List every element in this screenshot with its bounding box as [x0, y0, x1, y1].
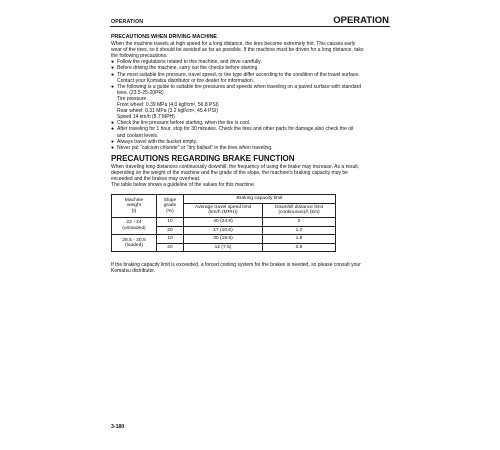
cell-distance: 2 [263, 217, 336, 226]
brake-after-line: Komatsu distributor. [111, 268, 156, 275]
bullet-icon: ● [111, 144, 115, 151]
list-item [111, 72, 390, 84]
cell-distance: 1.2 [263, 226, 336, 235]
brake-after-line: If the braking capacity limit is exceeded, a forced cooling system for the brakes is needed, so please consult your [111, 262, 361, 269]
list-item-text: Front wheel: 0.39 MPa (4.0 kgf/cm², 56.8 PSI) [117, 102, 219, 109]
list-item-text: After traveling for 1 hour, stop for 30 minutes. Check the tires and other parts for damage,also check the oil [117, 126, 354, 133]
page-number: 3-180 [111, 424, 125, 430]
bullet-icon: ● [111, 65, 115, 72]
brake-intro-line: exceeded and the brakes may overheat. [111, 175, 201, 182]
cell-distance: 1.8 [263, 235, 336, 244]
header-machine-weight: Machine weight (t) [112, 195, 157, 218]
brake-intro-line: The table below shows a guideline of the values for this machine. [111, 182, 256, 189]
cell-weight: 28.5 - 30.5 (loaded) [112, 235, 157, 252]
cell-speed: 12 (7.5) [184, 243, 263, 252]
braking-capacity-table [111, 194, 336, 252]
list-item-text: Tire pressure [117, 95, 147, 102]
bullet-icon: ● [111, 59, 115, 66]
header-divider [110, 26, 390, 27]
driving-intro-line: the following precautions. [111, 53, 168, 60]
list-item-text: Speed 14 km/h (8.7 MPH) [117, 114, 175, 121]
table-row [112, 235, 336, 244]
bullet-icon: ● [111, 126, 115, 133]
bullet-icon: ● [111, 120, 115, 127]
cell-slope: 20 [157, 226, 184, 235]
page-content [111, 34, 390, 275]
cell-weight: 22 - 24 (unloaded) [112, 217, 157, 234]
list-item-text: Rear wheel: 0.31 MPa (3.2 kgf/cm², 45.4 PSI) [117, 108, 218, 115]
brake-intro-line: When traveling long distances continuously downhill, the frequency of using the brake may increase. As a result, [111, 163, 360, 170]
list-item-text: Always travel with the bucket empty. [117, 138, 198, 145]
list-item-text: The most suitable tire pressure, travel speed, or tire type differ according to the condition of the travel surface. [117, 71, 360, 78]
list-item-text: tires. (23.5-25-20PR) [117, 89, 164, 96]
list-item-text: Follow the regulations related to this machine, and drive carefully. [117, 59, 262, 66]
header-speed-limit: Average travel speed limit (km/h (MPH)) [184, 203, 263, 217]
list-item [111, 145, 390, 151]
cell-slope: 10 [157, 217, 184, 226]
list-item-text: Never put "calcium chloride" or "dry ballast" in the tires when traveling. [117, 144, 273, 151]
brake-intro-line: depending on the weight of the machine and the grade of the slope, the machine's braking capacity may be [111, 169, 348, 176]
list-item-text: The following is a guide to suitable tire pressures and speeds when traveling on a paved surface with standard [117, 83, 362, 90]
cell-distance: 0.6 [263, 243, 336, 252]
cell-slope: 20 [157, 243, 184, 252]
header-distance-limit: Downhill distance limit (continuous)Å (km) [263, 203, 336, 217]
cell-speed: 40 (24.9) [184, 217, 263, 226]
list-item-text: Before driving the machine, carry out the checks before starting. [117, 65, 259, 72]
brake-intro [111, 164, 390, 188]
list-item-text: Contact your Komatsu distributor or tire dealer for information. [117, 77, 255, 84]
table-header-row [112, 195, 336, 204]
header-braking-capacity: Braking capacity limit [184, 195, 336, 204]
driving-intro-line: When the machine travels at high speed for a long distance, the tires become extremely hot. This causes early [111, 41, 356, 48]
list-item [111, 84, 390, 121]
list-item-text: and coolant levels. [117, 132, 159, 139]
driving-heading: PRECAUTIONS WHEN DRIVING MACHINE [111, 34, 217, 40]
list-item [111, 126, 390, 138]
bullet-icon: ● [111, 138, 115, 145]
driving-intro-line: wear of the tires, so it should be avoided as far as possible. If the machine must be driven for a long distance, take [111, 47, 364, 54]
bullet-icon: ● [111, 71, 115, 78]
brake-after-text [111, 262, 390, 274]
bullet-icon: ● [111, 83, 115, 90]
driving-precautions-list [111, 59, 390, 150]
cell-speed: 17 (10.6) [184, 226, 263, 235]
brake-heading: PRECAUTIONS REGARDING BRAKE FUNCTION [111, 153, 295, 163]
driving-intro [111, 41, 390, 59]
cell-speed: 30 (18.6) [184, 235, 263, 244]
list-item-text: Check the tire pressure before starting, when the tire is cool. [117, 120, 251, 127]
table-row [112, 217, 336, 226]
header-section-left: OPERATION [111, 19, 144, 25]
header-section-right: OPERATION [333, 15, 389, 26]
header-slope-grade: Slope grade (%) [157, 195, 184, 218]
cell-slope: 10 [157, 235, 184, 244]
